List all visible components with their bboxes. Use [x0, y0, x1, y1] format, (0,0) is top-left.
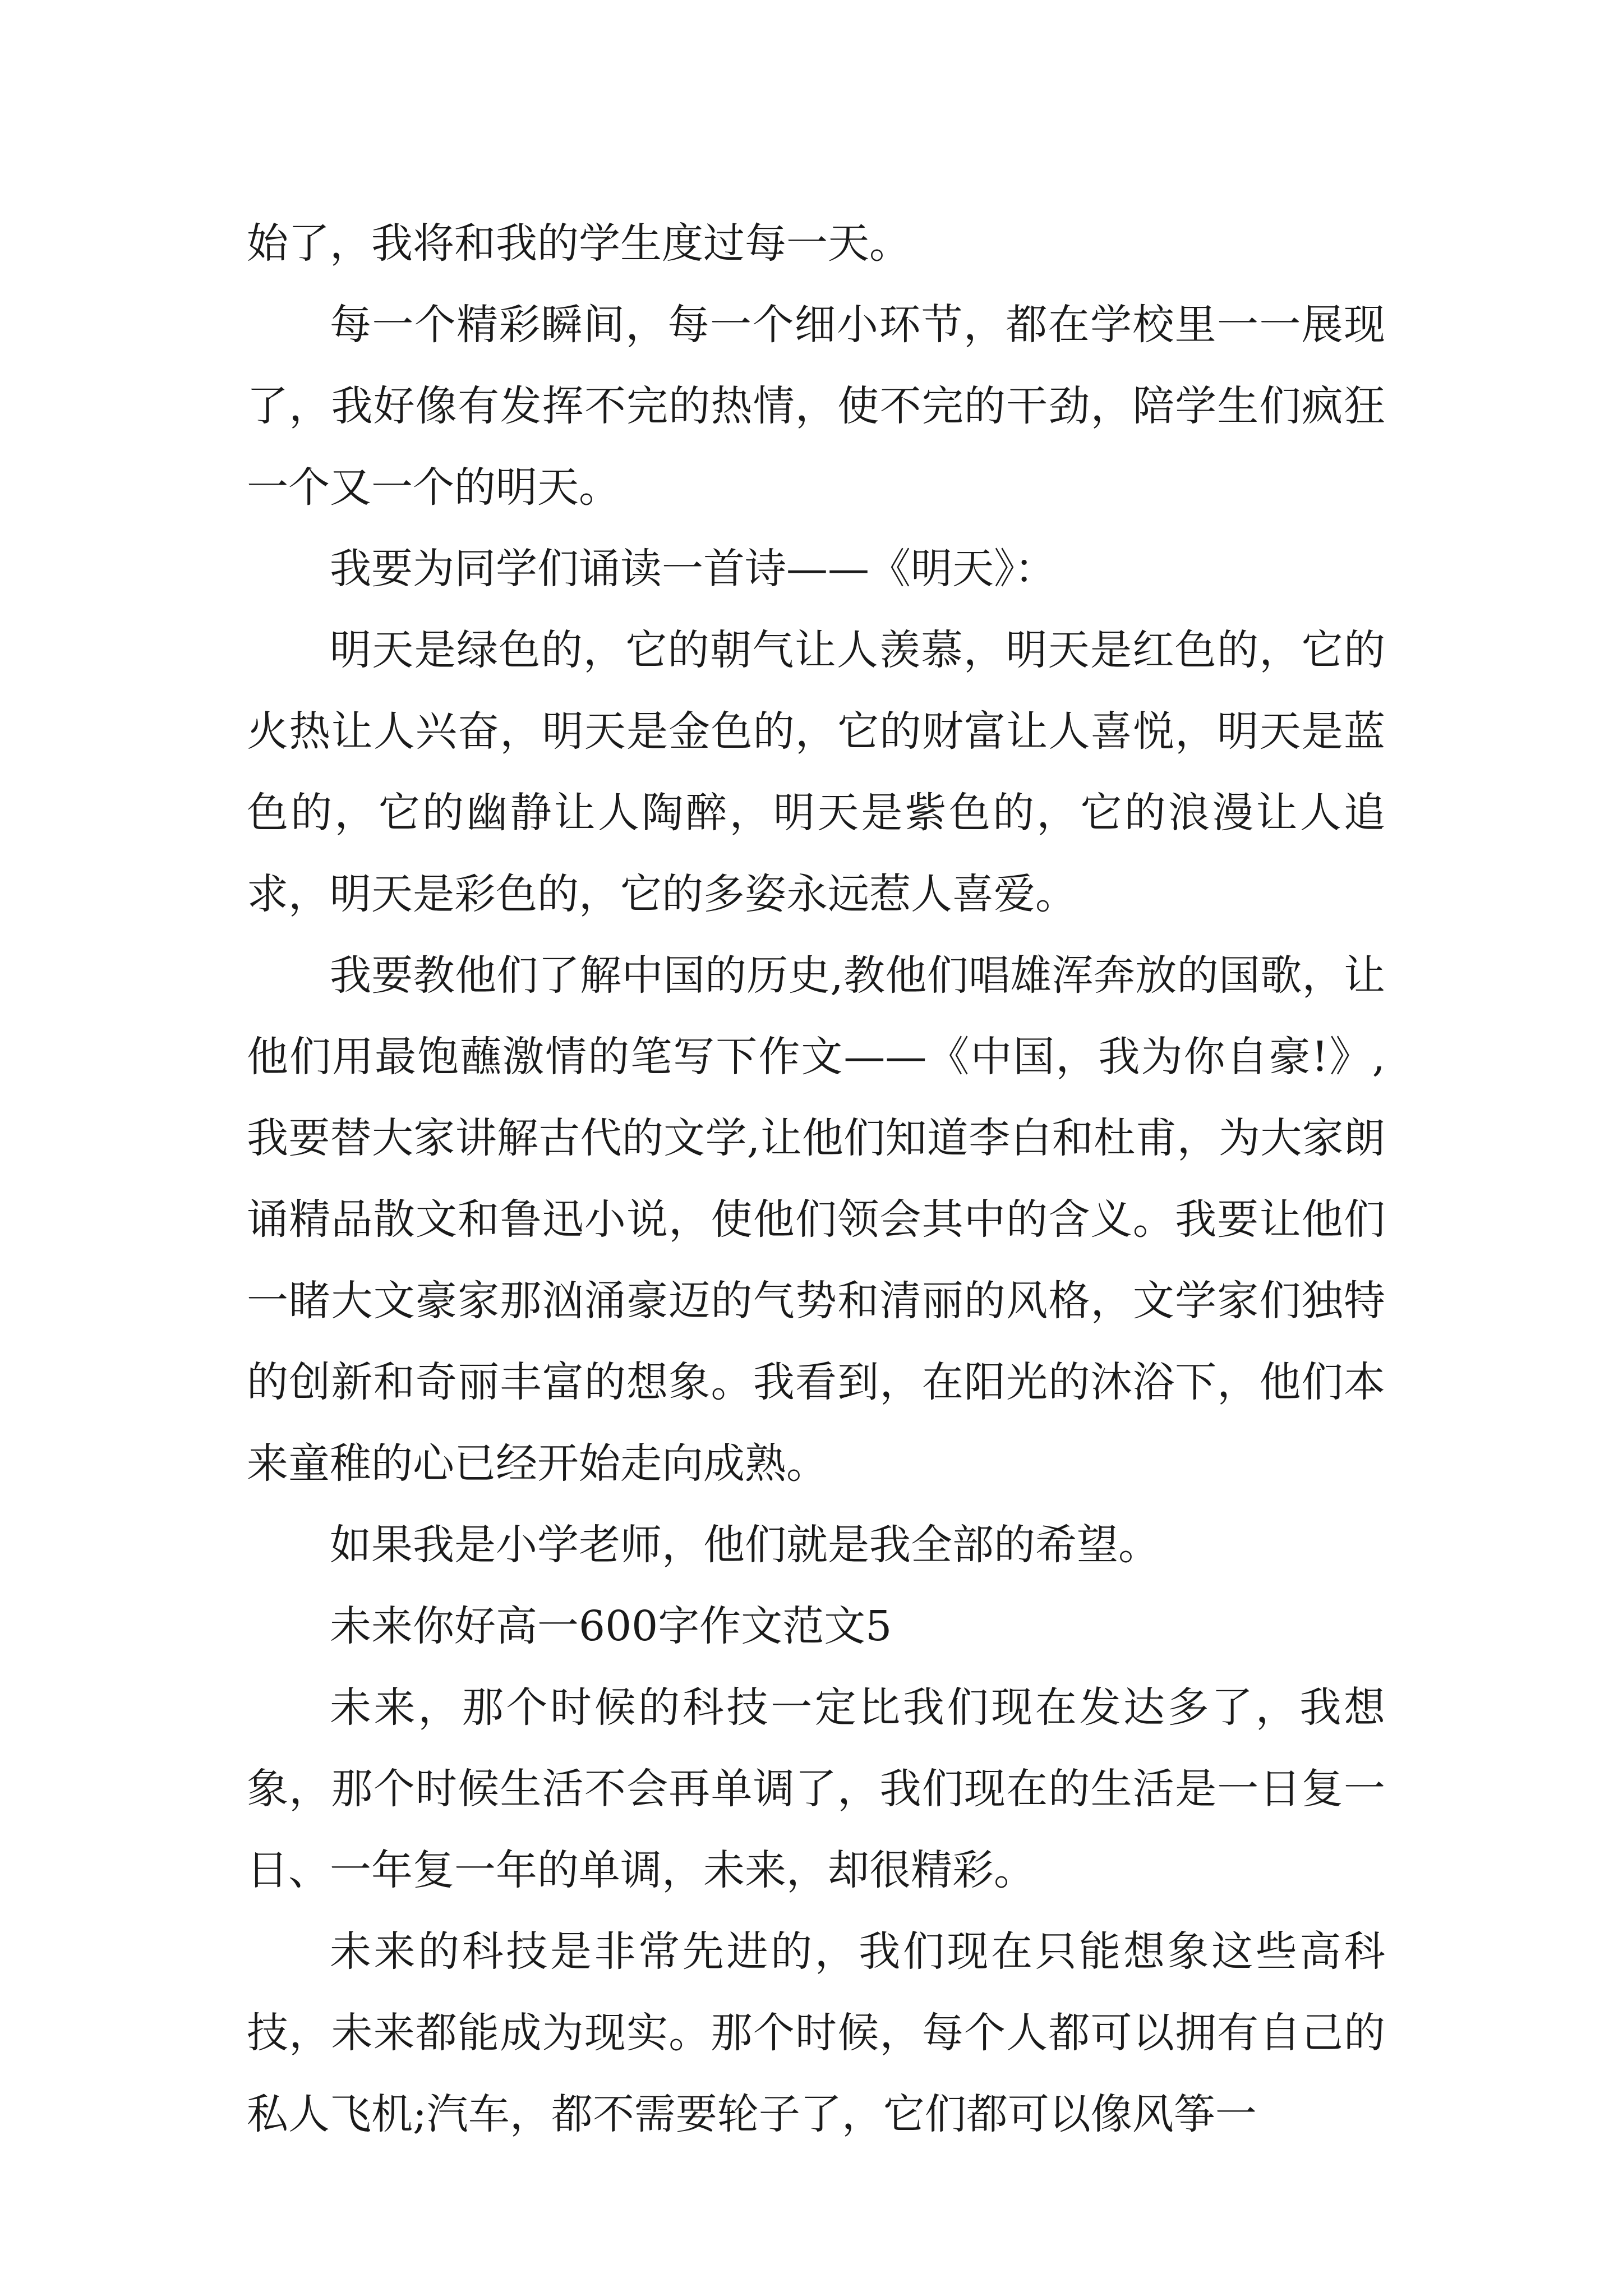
- paragraph-4: 明天是绿色的，它的朝气让人羡慕，明天是红色的，它的火热让人兴奋，明天是金色的，它的财富让人喜悦，明天是蓝色的，它的幽静让人陶醉，明天是紫色的，它的浪漫让人追求，明天是彩色的，它的多姿永远惹人喜爱。: [247, 626, 1385, 918]
- document-body: [247, 203, 1385, 2155]
- paragraph-2: 每一个精彩瞬间，每一个细小环节，都在学校里一一展现了，我好像有发挥不完的热情，使不完的干劲，陪学生们疯狂一个又一个的明天。: [247, 301, 1385, 512]
- paragraph-8: 未来的科技是非常先进的，我们现在只能想象这些高科技，未来都能成为现实。那个时候，每个人都可以拥有自己的私人飞机;汽车，都不需要轮子了，它们都可以像风筝一: [247, 1927, 1385, 2138]
- paragraph-6: 如果我是小学老师，他们就是我全部的希望。: [330, 1521, 1160, 1569]
- paragraph-3: 我要为同学们诵读一首诗——《明天》：: [330, 545, 1056, 593]
- section-heading: 未来你好高一600字作文范文5: [330, 1602, 892, 1650]
- paragraph-5: 我要教他们了解中国的历史,教他们唱雄浑奔放的国歌，让他们用最饱蘸激情的笔写下作文——《中国，我为你自豪!》,我要替大家讲解古代的文学,让他们知道李白和杜甫，为大家朗诵精品散文和鲁迅小说，使他们领会其中的含义。我要让他们一睹大文豪家那汹涌豪迈的气势和清丽的风格，文学家们独特的创新和奇丽丰富的想象。我看到，在阳光的沐浴下，他们本来童稚的心已经开始走向成熟。: [247, 951, 1385, 1488]
- paragraph-1: 始了，我将和我的学生度过每一天。: [247, 219, 911, 268]
- paragraph-7: 未来，那个时候的科技一定比我们现在发达多了，我想象，那个时候生活不会再单调了，我们现在的生活是一日复一日、一年复一年的单调，未来，却很精彩。: [247, 1683, 1385, 1894]
